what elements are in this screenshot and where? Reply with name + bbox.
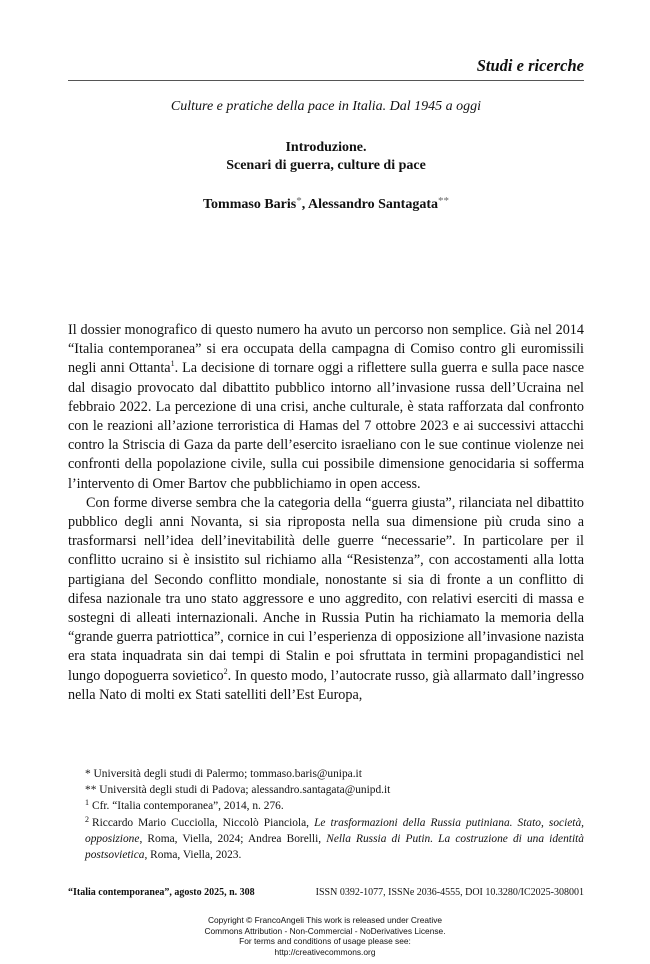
paragraph <box>68 321 584 494</box>
footnote-text: Riccardo Mario Cucciolla, Niccolò Pianciola, <box>92 816 315 829</box>
paragraph-text: Con forme diverse sembra che la categoria della “guerra giusta”, rilanciata nel dibattito pubblico degli anni Novanta, si sia riproposta nella sua dimensione più cruda sino a trasformarsi nell’idea dell’inevitabilità delle guerre “necessarie”. In particolare per il conflitto ucraino si è insistito sul richiamo alla “Resistenza”, con accostamenti alla lotta partigiana del Secondo conflitto mondiale, nonostante si sia di fronte a un conflitto di difesa nazionale tra uno stato aggressore e uno aggredito, con relativi eserciti di massa e sostegni di alleati internazionali. Anche in Russia Putin ha richiamato la memoria della “grande guerra patriottica”, cornice in cui l’esperienza di opposizione all’invasione nazista era stata inquadrata sin dai tempi di Stalin e poi sfruttata in termini propagandistici nel lungo dopoguerra sovietico <box>68 494 584 684</box>
affiliation-mark: ** <box>438 195 449 207</box>
paragraph <box>68 494 584 705</box>
section-title: Culture e pratiche della pace in Italia. Dal 1945 a oggi <box>170 99 482 114</box>
issn-doi: ISSN 0392-1077, ISSNe 2036-4555, DOI 10.3280/IC2025-308001 <box>315 887 584 898</box>
article-title-line-1: Introduzione. <box>285 140 367 155</box>
footnote-text: Cfr. “Italia contemporanea”, 2014, n. 276. <box>92 800 284 813</box>
footnote-book-title: Nella Russia di Putin. La costruzione di una identità postsovietica <box>85 832 584 862</box>
author-separator: , <box>301 197 308 212</box>
paragraph-text: . La decisione di tornare oggi a riflettere sulla guerra e sulla pace nasce dal disagio provocato dal dibattito pubblico intorno all’invasione russa dell’Ucraina nel febbraio 2022. La percezione di una crisi, anche culturale, è stata rafforzata dal confronto con le reazioni all’azione terroristica di Hamas del 7 ottobre 2023 e ai successivi attacchi contro la Striscia di Gaza da parte dell’esercito israeliano con le sue continue violenze nei confronti della popolazione civile, sulla cui possibile dimensione genocidaria si sofferma l’intervento di Omer Bartov che pubblichiamo in open access. <box>68 360 584 492</box>
paragraph-text: Il dossier monografico di questo numero ha avuto un percorso non semplice. Già nel 2014 “Italia contemporanea” si era occupata della campagna di Comiso contro gli euromissili negli anni Ottanta <box>68 322 584 377</box>
copyright-line: Copyright © FrancoAngeli This work is released under Creative <box>207 915 443 925</box>
footnote-affiliation: ** Università degli studi di Padova; alessandro.santagata@unipd.it <box>85 784 391 797</box>
journal-citation: “Italia contemporanea”, agosto 2025, n. 308 <box>68 887 255 898</box>
footnote-text: , Roma, Viella, 2023. <box>144 849 242 862</box>
footnote-book-title: Le trasformazioni della Russia putiniana. Stato, società, opposizione <box>85 816 584 845</box>
footnote <box>68 798 584 814</box>
footnote-ref[interactable]: 2 <box>223 666 228 676</box>
footnote-number: 1 <box>85 798 89 808</box>
author-name: Alessandro Santagata <box>307 197 438 212</box>
copyright-line: For terms and conditions of usage please see: <box>239 936 411 947</box>
footnote-ref[interactable]: 1 <box>170 359 175 369</box>
copyright-line: Commons Attribution - Non-Commercial - NoDerivatives License. <box>204 925 446 936</box>
author-name: Tommaso Baris <box>203 197 297 212</box>
running-head: Studi e ricerche <box>476 56 584 75</box>
paragraph-text: . In questo modo, l’autocrate russo, già allarmato dall’ingresso nella Nato di molti ex Stati satelliti dell’Est Europa, <box>68 667 584 703</box>
footnotes <box>68 766 584 863</box>
copyright-notice <box>0 915 650 957</box>
footnote-number: 2 <box>85 814 89 824</box>
article-title-line-2: Scenari di guerra, culture di pace <box>226 158 426 173</box>
page-footer <box>68 886 584 900</box>
article-title <box>68 139 584 175</box>
footnote-affiliation: * Università degli studi di Palermo; tommaso.baris@unipa.it <box>85 768 362 780</box>
body-text <box>68 321 584 705</box>
footnote-text: , Roma, Viella, 2024; Andrea Borelli, <box>139 832 327 845</box>
author-list <box>68 196 584 214</box>
license-link[interactable]: http://creativecommons.org <box>274 946 376 957</box>
affiliation-mark: * <box>296 195 302 207</box>
footnote <box>68 815 584 864</box>
header-rule <box>68 80 584 81</box>
